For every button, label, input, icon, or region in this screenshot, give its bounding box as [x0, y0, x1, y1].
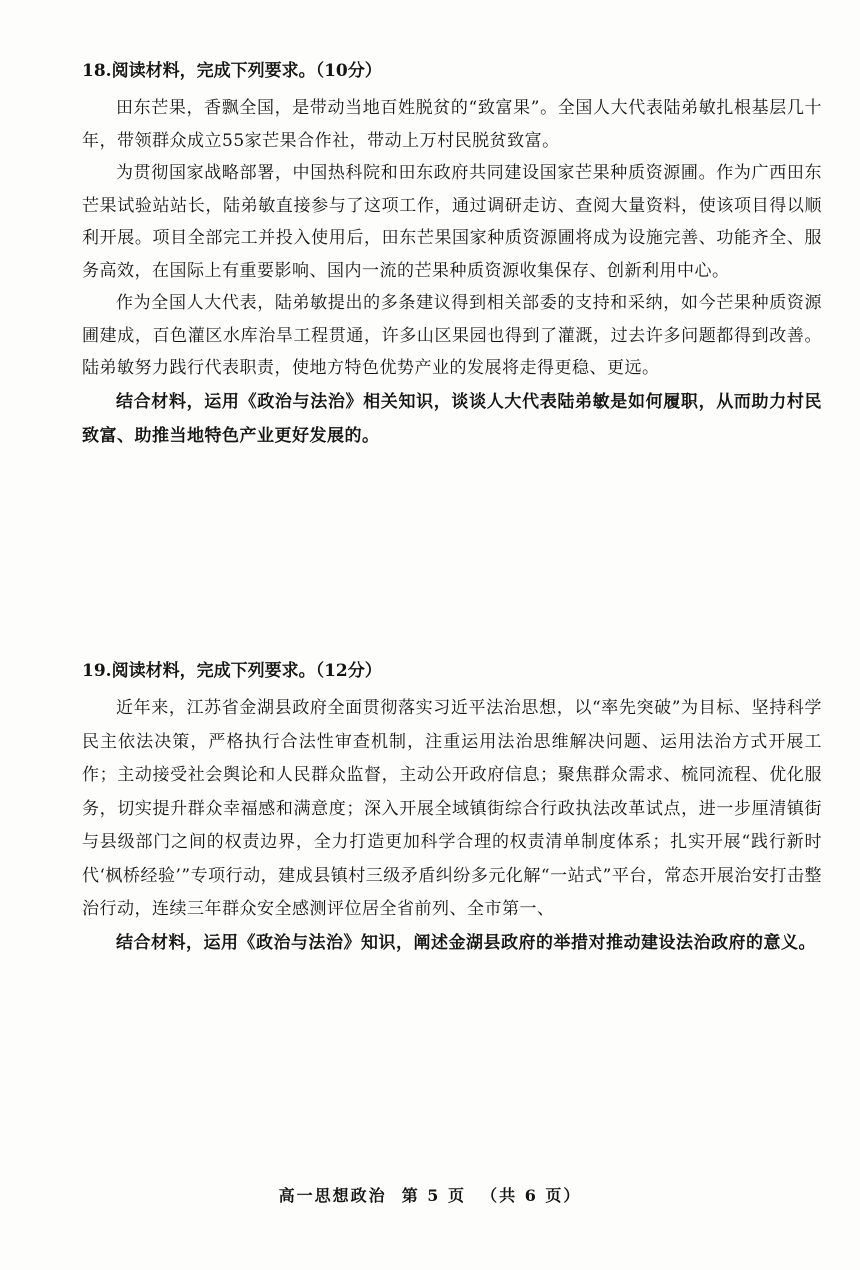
- question-19: [82, 658, 822, 960]
- question-18-prompt: 结合材料，运用《政治与法治》相关知识，谈谈人大代表陆弟敏是如何履职，从而助力村民致富、助推当地特色产业更好发展的。: [82, 391, 822, 446]
- question-18-material-paragraph: 田东芒果，香飘全国，是带动当地百姓脱贫的“致富果”。全国人大代表陆弟敏扎根基层几十年，带领群众成立55家芒果合作社，带动上万村民脱贫致富。: [82, 98, 822, 151]
- question-18: [82, 58, 822, 453]
- question-18-material-paragraph: 为贯彻国家战略部署，中国热科院和田东政府共同建设国家芒果种质资源圃。作为广西田东芒果试验站站长，陆弟敏直接参与了这项工作，通过调研走访、查阅大量资料，使该项目得以顺利开展。项目全部完工并投入使用后，田东芒果国家种质资源圃将成为设施完善、功能齐全、服务高效，在国际上有重要影响、国内一流的芒果种质资源收集保存、创新利用中心。: [82, 163, 822, 281]
- question-18-title: 18.阅读材料，完成下列要求。（10分）: [82, 61, 382, 81]
- question-19-prompt: 结合材料，运用《政治与法治》知识，阐述金湖县政府的举措对推动建设法治政府的意义。: [116, 932, 816, 953]
- question-19-material-paragraph: 近年来，江苏省金湖县政府全面贯彻落实习近平法治思想，以“率先突破”为目标、坚持科学民主依法决策，严格执行合法性审查机制，注重运用法治思维解决问题、运用法治方式开展工作；主动接受社会舆论和人民群众监督，主动公开政府信息；聚焦群众需求、梳同流程、优化服务，切实提升群众幸福感和满意度；深入开展全域镇街综合行政执法改革试点，进一步厘清镇街与县级部门之间的权责边界，全力打造更加科学合理的权责清单制度体系；扎实开展“践行新时代‘枫桥经验’”专项行动，建成县镇村三级矛盾纠纷多元化解“一站式”平台，常态开展治安打击整治行动，连续三年群众安全感测评位居全省前列、全市第一、: [82, 698, 822, 919]
- question-18-material-paragraph: 作为全国人大代表，陆弟敏提出的多条建议得到相关部委的支持和采纳，如今芒果种质资源圃建成，百色灌区水库治旱工程贯通，许多山区果园也得到了灌溉，过去许多问题都得到改善。陆弟敏努力践行代表职责，使地方特色优势产业的发展将走得更稳、更远。: [82, 293, 822, 378]
- page-footer: 高一思想政治 第 5 页 （共 6 页）: [278, 1186, 582, 1205]
- question-19-title: 19.阅读材料，完成下列要求。（12分）: [82, 661, 382, 681]
